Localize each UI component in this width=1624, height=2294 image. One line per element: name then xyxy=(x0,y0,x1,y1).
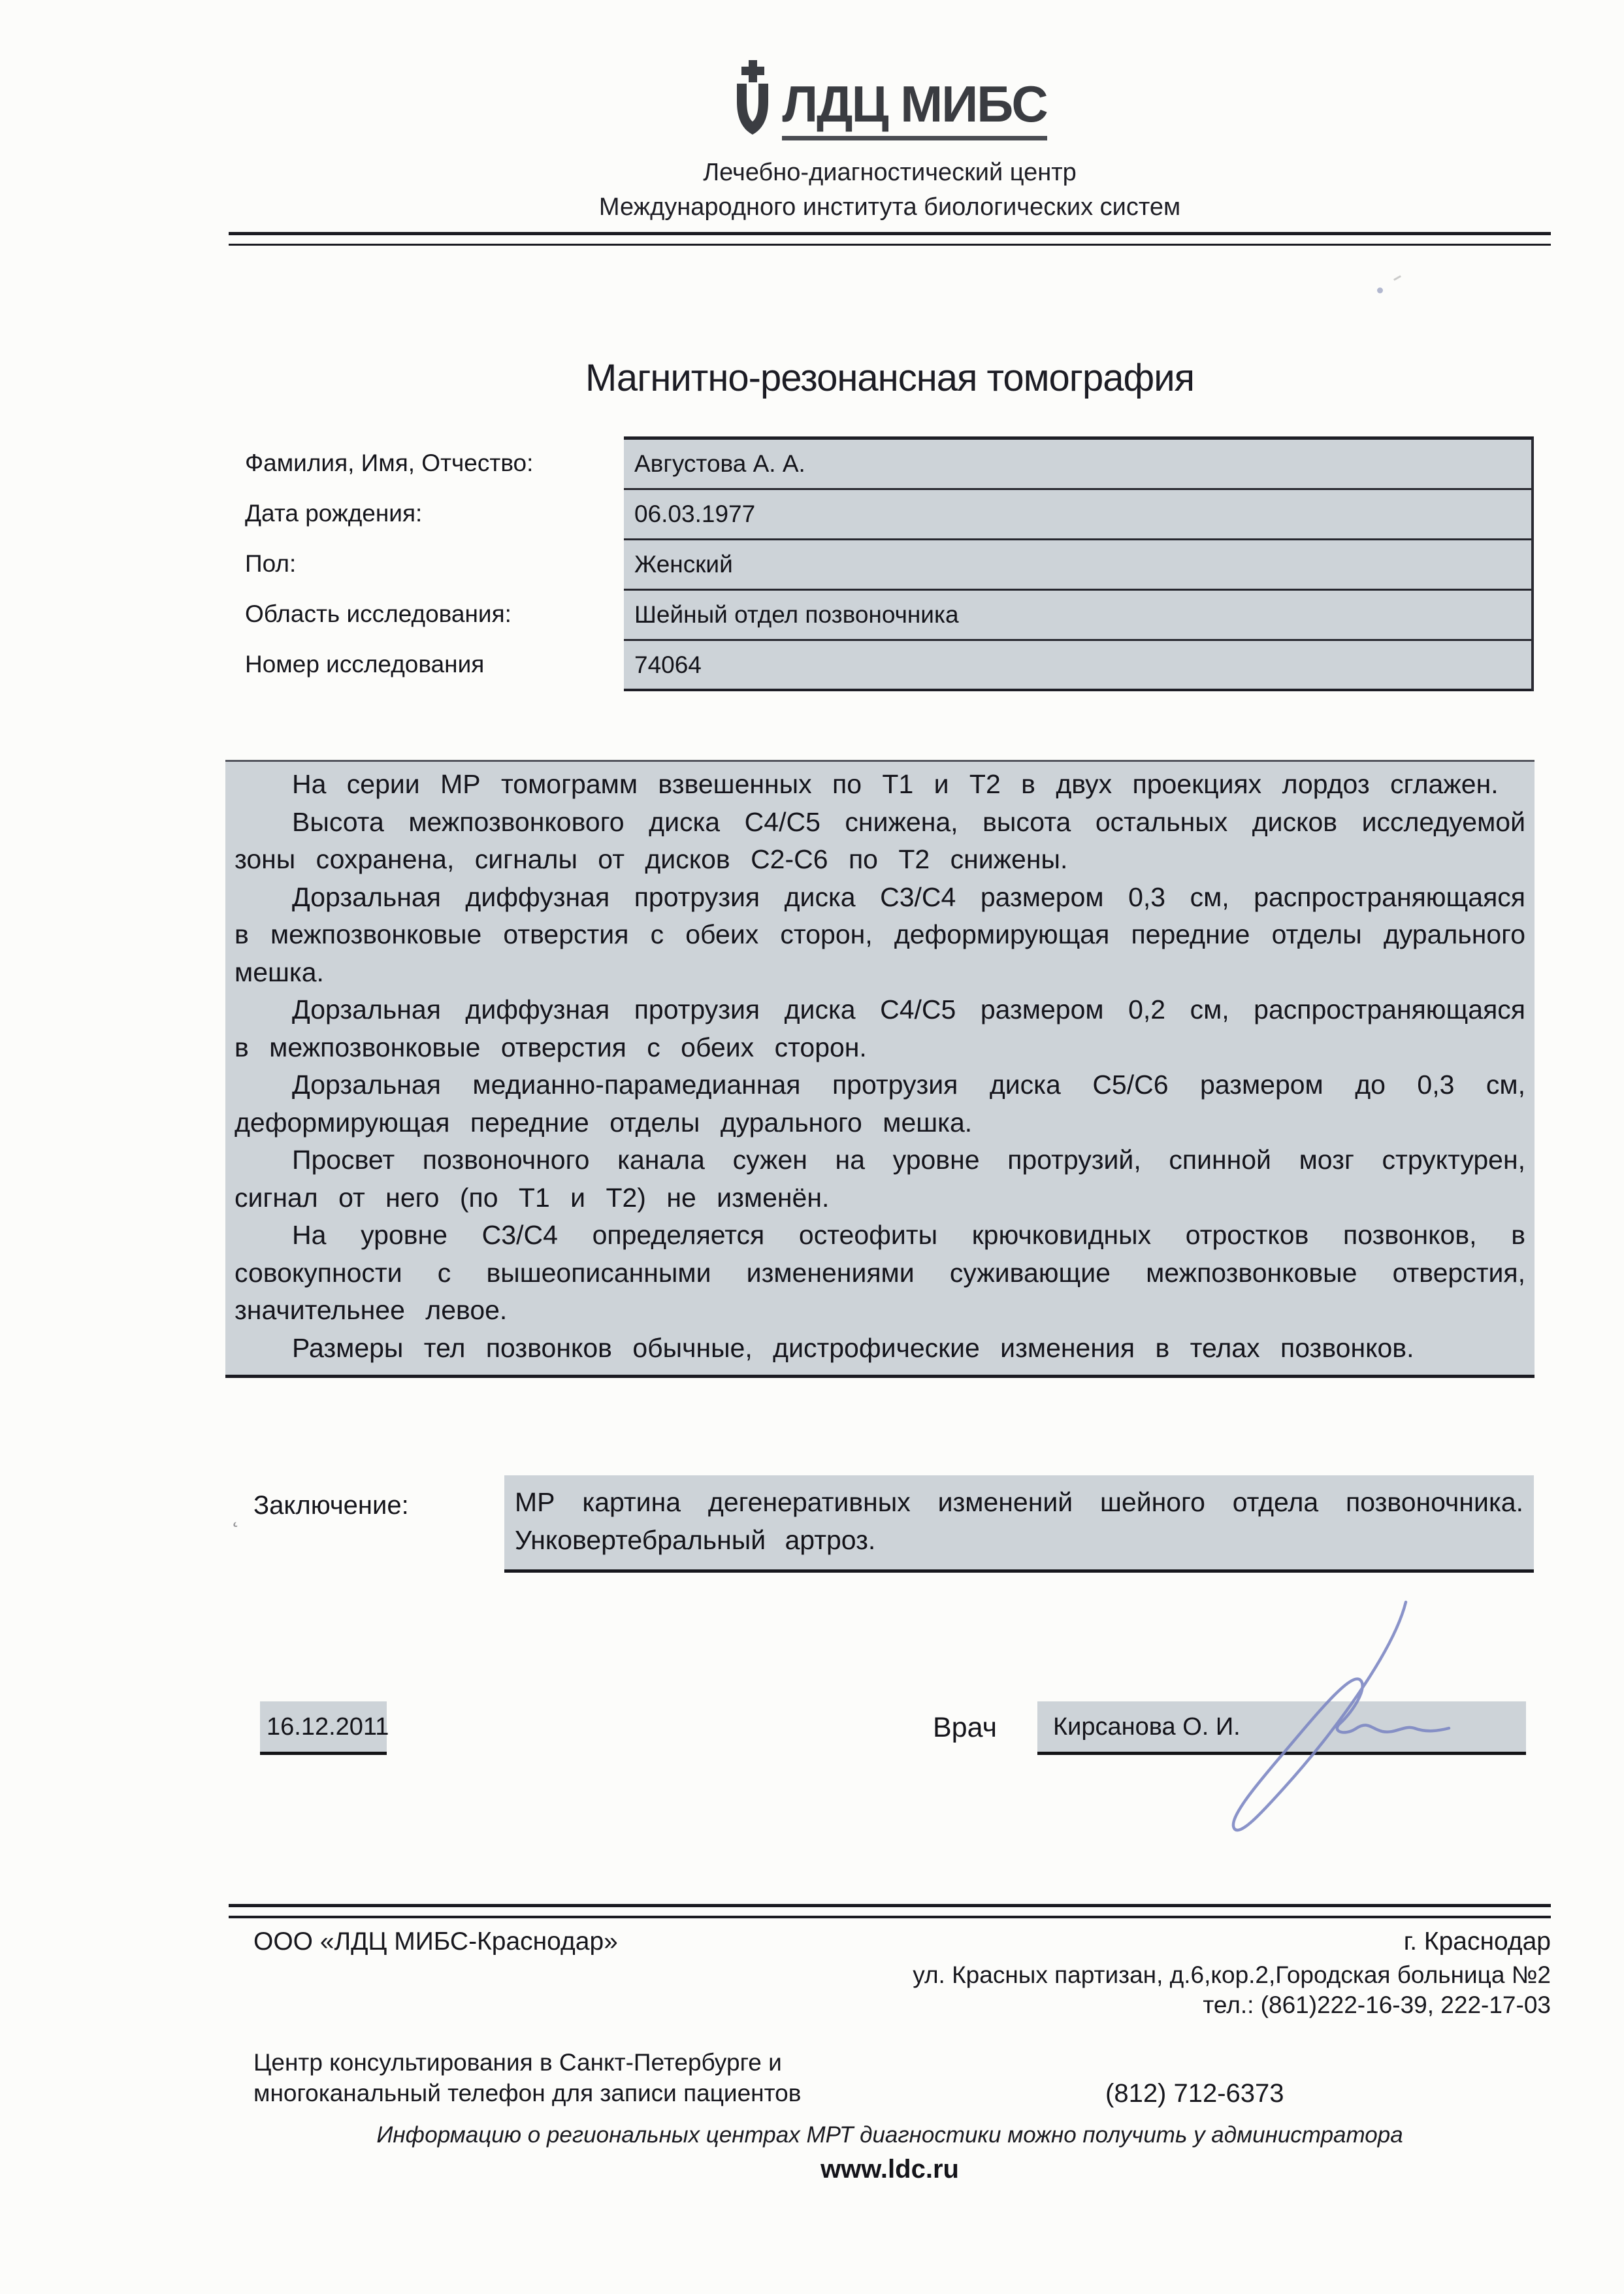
footer-spb-line2: многоканальный телефон для записи пациентов xyxy=(253,2080,802,2106)
document-title: Магнитно-резонансная томография xyxy=(585,357,1195,399)
field-label-sex: Пол: xyxy=(245,550,297,577)
scan-artifact-speck xyxy=(1377,287,1383,293)
footer-organization: ООО «ЛДЦ МИБС-Краснодар» xyxy=(253,1927,618,1956)
report-date: 16.12.2011 xyxy=(260,1701,387,1755)
field-value-region: Шейный отдел позвоночника xyxy=(624,591,1531,641)
conclusion-label: Заключение: xyxy=(253,1491,409,1520)
field-label-region: Область исследования: xyxy=(245,600,512,627)
findings-paragraph: На серии МР томограмм взвешенных по Т1 и Т2 в двух проекциях лордоз сглажен. xyxy=(292,769,1499,799)
findings-text-block xyxy=(225,760,1535,1378)
footer-website: www.ldc.ru xyxy=(820,2155,959,2184)
field-label-fullname: Фамилия, Имя, Отчество: xyxy=(245,450,534,476)
doctor-label: Врач xyxy=(933,1712,997,1743)
findings-paragraph: Дорзальная диффузная протрузия диска С3/С4 размером 0,3 см, распространяющаяся в межпозвонковые отверстия с обеих сторон, деформирующая передние отделы дурального мешка. xyxy=(235,881,1525,987)
footer-rule-thick xyxy=(229,1904,1551,1907)
findings-paragraph: Дорзальная диффузная протрузия диска С4/С5 размером 0,2 см, распространяющаяся в межпозвонковые отверстия с обеих сторон. xyxy=(235,994,1525,1062)
field-label-birthdate: Дата рождения: xyxy=(245,500,423,527)
field-label-study-number: Номер исследования xyxy=(245,651,485,678)
field-value-study-number: 74064 xyxy=(624,641,1531,691)
patient-form-values xyxy=(624,436,1534,691)
findings-paragraph: Дорзальная медианно-парамедианная протрузия диска С5/С6 размером до 0,3 см, деформирующая передние отделы дурального мешка. xyxy=(235,1070,1525,1138)
footer-spb-line1: Центр консультирования в Санкт-Петербурге и xyxy=(253,2049,782,2076)
findings-paragraph: Размеры тел позвонков обычные, дистрофические изменения в телах позвонков. xyxy=(292,1332,1414,1363)
footer-address: ул. Красных партизан, д.6,кор.2,Городская больница №2 xyxy=(913,1961,1551,1988)
clinic-logo xyxy=(229,60,1551,140)
field-value-sex: Женский xyxy=(624,540,1531,591)
findings-paragraph: Просвет позвоночного канала сужен на уровне протрузий, спинной мозг структурен, сигнал от него (по Т1 и Т2) не изменён. xyxy=(235,1145,1525,1213)
scan-artifact-tick xyxy=(1393,275,1401,281)
findings-paragraph: Высота межпозвонкового диска С4/С5 снижена, высота остальных дисков исследуемой зоны сохранена, сигналы от дисков С2-С6 по Т2 снижены. xyxy=(235,806,1525,874)
footer-info-line: Информацию о региональных центрах МРТ диагностики можно получить у администратора xyxy=(376,2122,1403,2148)
header-rule-thick xyxy=(229,232,1551,235)
header-rule-thin xyxy=(229,244,1551,246)
clinic-name-line1: Лечебно-диагностический центр xyxy=(703,159,1077,186)
footer-city: г. Краснодар xyxy=(1403,1927,1551,1956)
doctor-name: Кирсанова О. И. xyxy=(1037,1701,1526,1755)
footer-rule-thin xyxy=(229,1916,1551,1918)
scan-artifact-comma: ˛ xyxy=(233,1503,240,1528)
field-value-fullname: Августова А. А. xyxy=(624,440,1531,490)
footer-phones: тел.: (861)222-16-39, 222-17-03 xyxy=(1203,1991,1551,2018)
conclusion-text: МР картина дегенеративных изменений шейного отдела позвоночника. Унковертебральный артроз. xyxy=(504,1475,1534,1573)
clinic-name-line2: Международного института биологических систем xyxy=(598,193,1181,221)
logo-shield-cross-icon xyxy=(732,60,773,140)
field-value-birthdate: 06.03.1977 xyxy=(624,490,1531,540)
findings-paragraph: На уровне С3/С4 определяется остеофиты крючковидных отростков позвонков, в совокупности с вышеописанными изменениями суживающие межпозвонковые отверстия, значительнее левое. xyxy=(235,1220,1525,1325)
footer-spb-phone: (812) 712-6373 xyxy=(1105,2079,1284,2108)
logo-wordmark: ЛДЦ МИБС xyxy=(782,78,1047,140)
